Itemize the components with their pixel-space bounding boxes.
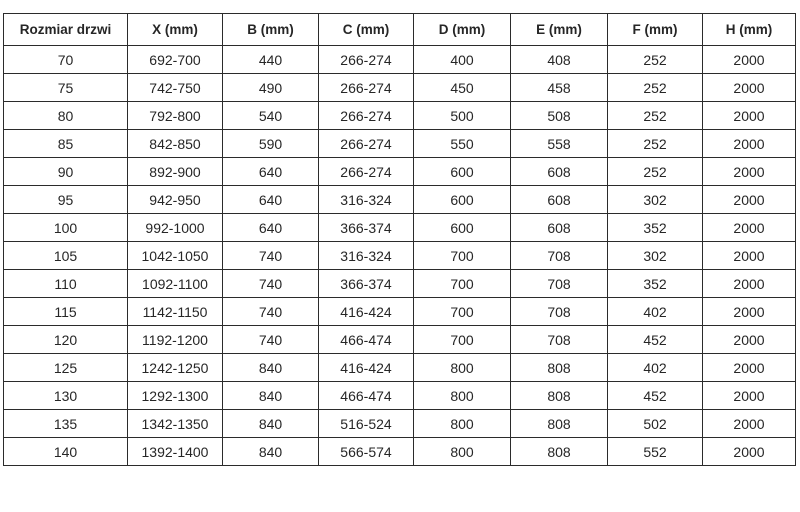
table-row: [4, 242, 796, 270]
table-cell: 2000: [703, 74, 796, 102]
table-cell: 80: [4, 102, 128, 130]
table-cell: 792-800: [128, 102, 223, 130]
table-cell: 352: [608, 270, 703, 298]
table-cell: 140: [4, 438, 128, 466]
table-cell: 808: [511, 438, 608, 466]
table-cell: 600: [414, 214, 511, 242]
column-header-d-mm: D (mm): [414, 14, 511, 46]
table-cell: 808: [511, 354, 608, 382]
table-row: [4, 354, 796, 382]
table-cell: 590: [223, 130, 319, 158]
table-cell: 266-274: [319, 158, 414, 186]
table-cell: 1242-1250: [128, 354, 223, 382]
table-cell: 252: [608, 102, 703, 130]
table-cell: 600: [414, 186, 511, 214]
table-header-row: [4, 14, 796, 46]
table-cell: 125: [4, 354, 128, 382]
door-size-spec-table: [3, 13, 796, 466]
table-cell: 740: [223, 242, 319, 270]
table-cell: 2000: [703, 438, 796, 466]
table-cell: 302: [608, 186, 703, 214]
table-cell: 466-474: [319, 382, 414, 410]
table-cell: 508: [511, 102, 608, 130]
table-cell: 700: [414, 326, 511, 354]
table-row: [4, 46, 796, 74]
table-cell: 700: [414, 298, 511, 326]
table-cell: 708: [511, 326, 608, 354]
column-header-e-mm: E (mm): [511, 14, 608, 46]
table-cell: 440: [223, 46, 319, 74]
table-cell: 400: [414, 46, 511, 74]
table-row: [4, 382, 796, 410]
table-cell: 2000: [703, 354, 796, 382]
table-cell: 135: [4, 410, 128, 438]
table-cell: 2000: [703, 298, 796, 326]
table-cell: 130: [4, 382, 128, 410]
table-row: [4, 102, 796, 130]
table-cell: 740: [223, 270, 319, 298]
table-cell: 2000: [703, 410, 796, 438]
table-cell: 452: [608, 326, 703, 354]
table-cell: 2000: [703, 326, 796, 354]
table-cell: 608: [511, 214, 608, 242]
table-cell: 1192-1200: [128, 326, 223, 354]
table-cell: 416-424: [319, 298, 414, 326]
table-cell: 840: [223, 354, 319, 382]
table-row: [4, 438, 796, 466]
table-cell: 316-324: [319, 242, 414, 270]
table-cell: 2000: [703, 242, 796, 270]
table-cell: 640: [223, 214, 319, 242]
table-cell: 700: [414, 242, 511, 270]
table-cell: 252: [608, 46, 703, 74]
table-cell: 458: [511, 74, 608, 102]
table-cell: 708: [511, 242, 608, 270]
table-cell: 550: [414, 130, 511, 158]
table-cell: 692-700: [128, 46, 223, 74]
table-cell: 640: [223, 186, 319, 214]
table-cell: 252: [608, 130, 703, 158]
table-cell: 2000: [703, 270, 796, 298]
table-cell: 366-374: [319, 270, 414, 298]
table-cell: 840: [223, 382, 319, 410]
table-cell: 992-1000: [128, 214, 223, 242]
table-cell: 402: [608, 354, 703, 382]
column-header-rozmiar-drzwi: Rozmiar drzwi: [4, 14, 128, 46]
table-cell: 708: [511, 298, 608, 326]
table-cell: 566-574: [319, 438, 414, 466]
table-cell: 1042-1050: [128, 242, 223, 270]
table-cell: 85: [4, 130, 128, 158]
table-cell: 700: [414, 270, 511, 298]
table-cell: 942-950: [128, 186, 223, 214]
table-cell: 1292-1300: [128, 382, 223, 410]
table-cell: 266-274: [319, 130, 414, 158]
table-cell: 120: [4, 326, 128, 354]
table-row: [4, 158, 796, 186]
table-cell: 502: [608, 410, 703, 438]
table-cell: 402: [608, 298, 703, 326]
table-row: [4, 270, 796, 298]
table-cell: 608: [511, 158, 608, 186]
column-header-c-mm: C (mm): [319, 14, 414, 46]
table-cell: 302: [608, 242, 703, 270]
table-cell: 2000: [703, 382, 796, 410]
table-cell: 1392-1400: [128, 438, 223, 466]
table-cell: 1142-1150: [128, 298, 223, 326]
table-cell: 840: [223, 410, 319, 438]
table-cell: 2000: [703, 214, 796, 242]
table-cell: 2000: [703, 158, 796, 186]
table-cell: 600: [414, 158, 511, 186]
table-cell: 266-274: [319, 74, 414, 102]
table-cell: 540: [223, 102, 319, 130]
table-cell: 110: [4, 270, 128, 298]
table-cell: 252: [608, 74, 703, 102]
table-cell: 800: [414, 382, 511, 410]
table-row: [4, 130, 796, 158]
table-cell: 740: [223, 298, 319, 326]
column-header-h-mm: H (mm): [703, 14, 796, 46]
table-cell: 450: [414, 74, 511, 102]
table-cell: 266-274: [319, 102, 414, 130]
table-cell: 115: [4, 298, 128, 326]
table-cell: 640: [223, 158, 319, 186]
table-cell: 740: [223, 326, 319, 354]
table-cell: 800: [414, 438, 511, 466]
table-cell: 558: [511, 130, 608, 158]
column-header-x-mm: X (mm): [128, 14, 223, 46]
table-cell: 70: [4, 46, 128, 74]
table-cell: 892-900: [128, 158, 223, 186]
table-cell: 466-474: [319, 326, 414, 354]
table-cell: 366-374: [319, 214, 414, 242]
table-cell: 100: [4, 214, 128, 242]
table-cell: 608: [511, 186, 608, 214]
table-cell: 252: [608, 158, 703, 186]
table-cell: 1342-1350: [128, 410, 223, 438]
table-cell: 352: [608, 214, 703, 242]
table-cell: 842-850: [128, 130, 223, 158]
table-cell: 708: [511, 270, 608, 298]
table-cell: 2000: [703, 130, 796, 158]
column-header-b-mm: B (mm): [223, 14, 319, 46]
table-cell: 800: [414, 410, 511, 438]
table-cell: 500: [414, 102, 511, 130]
table-cell: 840: [223, 438, 319, 466]
table-cell: 90: [4, 158, 128, 186]
column-header-f-mm: F (mm): [608, 14, 703, 46]
table-row: [4, 298, 796, 326]
table-cell: 808: [511, 410, 608, 438]
table-row: [4, 74, 796, 102]
table-cell: 416-424: [319, 354, 414, 382]
table-cell: 800: [414, 354, 511, 382]
table-cell: 742-750: [128, 74, 223, 102]
table-cell: 808: [511, 382, 608, 410]
table-cell: 408: [511, 46, 608, 74]
table-cell: 552: [608, 438, 703, 466]
table-cell: 95: [4, 186, 128, 214]
table-cell: 490: [223, 74, 319, 102]
table-body: [4, 46, 796, 466]
table-cell: 2000: [703, 102, 796, 130]
table-row: [4, 410, 796, 438]
table-cell: 452: [608, 382, 703, 410]
table-row: [4, 326, 796, 354]
table-cell: 516-524: [319, 410, 414, 438]
table-row: [4, 214, 796, 242]
table-row: [4, 186, 796, 214]
table-cell: 266-274: [319, 46, 414, 74]
table-cell: 316-324: [319, 186, 414, 214]
table-cell: 2000: [703, 46, 796, 74]
table-cell: 1092-1100: [128, 270, 223, 298]
table-cell: 105: [4, 242, 128, 270]
table-cell: 75: [4, 74, 128, 102]
table-cell: 2000: [703, 186, 796, 214]
